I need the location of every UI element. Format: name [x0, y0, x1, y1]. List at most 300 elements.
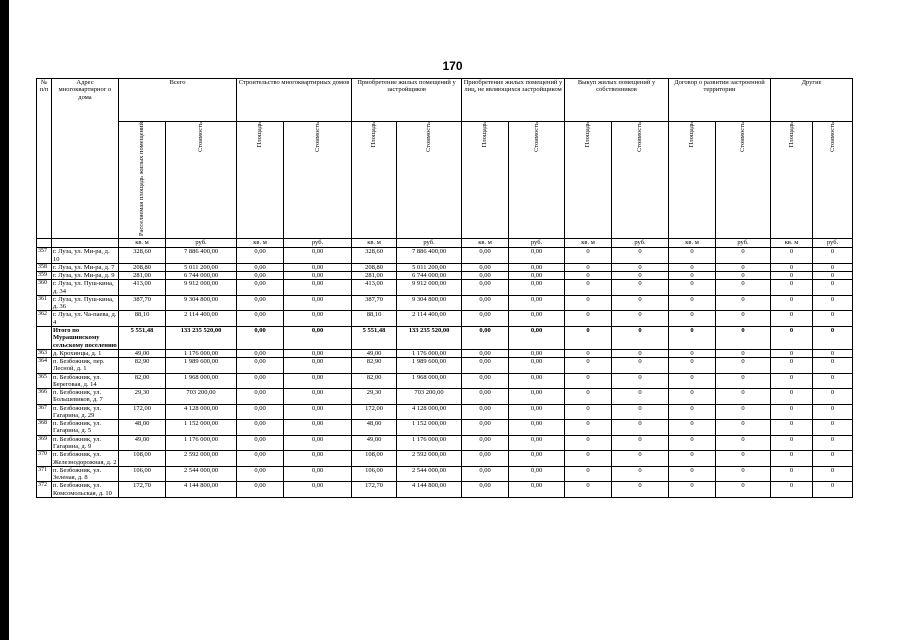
row-value: 0 — [771, 420, 813, 436]
row-value: 1 989 600,00 — [397, 358, 462, 374]
row-value: 0,00 — [237, 404, 284, 420]
row-value: 0 — [771, 389, 813, 405]
row-value: 4 128 000,00 — [166, 404, 237, 420]
row-value: 0 — [771, 272, 813, 280]
row-value: 0 — [669, 358, 716, 374]
row-value: 0 — [669, 404, 716, 420]
row-value: 0,00 — [462, 373, 509, 389]
row-value: 0 — [612, 482, 669, 498]
row-value: 0,00 — [462, 451, 509, 467]
subheader-cell: Стоимость — [166, 122, 237, 239]
unit-cell: кв. м — [352, 239, 397, 248]
row-value: 0,00 — [284, 466, 352, 482]
row-value: 0 — [716, 373, 771, 389]
row-address: п. Безбожник, ул. Гагарина, д. 5 — [52, 420, 119, 436]
row-value: 0 — [771, 248, 813, 264]
row-number: 359 — [37, 272, 52, 280]
row-value: 5 011 200,00 — [397, 263, 462, 271]
row-number: 358 — [37, 263, 52, 271]
row-value: 0 — [565, 435, 612, 451]
row-value: 0,00 — [462, 349, 509, 357]
row-address: г. Луза, ул. Ми-ра, д. 9 — [52, 272, 119, 280]
row-value: 281,00 — [119, 272, 166, 280]
subheader-cell: Площадь — [669, 122, 716, 239]
row-value: 108,00 — [119, 451, 166, 467]
row-value: 0,00 — [509, 295, 565, 311]
subheader-cell: Расселяемая площадь жилых помещений — [119, 122, 166, 239]
row-value: 0,00 — [509, 420, 565, 436]
table-row — [37, 295, 853, 311]
row-value: 0,00 — [237, 358, 284, 374]
row-value: 82,00 — [119, 373, 166, 389]
row-value: 0 — [612, 404, 669, 420]
row-value: 0,00 — [462, 263, 509, 271]
row-value: 4 144 800,00 — [166, 482, 237, 498]
row-value: 49,00 — [352, 435, 397, 451]
row-value: 2 592 000,00 — [166, 451, 237, 467]
row-value: 0 — [771, 373, 813, 389]
row-number: 368 — [37, 420, 52, 436]
row-value: 0,00 — [462, 272, 509, 280]
row-value: 0 — [565, 404, 612, 420]
table-row — [37, 451, 853, 467]
row-value: 0 — [612, 272, 669, 280]
row-value: 0,00 — [462, 435, 509, 451]
row-value: 0 — [565, 327, 612, 350]
unit-cell: руб. — [284, 239, 352, 248]
header-group-total: Всего — [119, 79, 237, 122]
row-value: 106,00 — [119, 466, 166, 482]
header-group-other: Другие — [771, 79, 853, 122]
row-value: 0,00 — [284, 435, 352, 451]
row-value: 0 — [669, 295, 716, 311]
row-value: 0,00 — [462, 404, 509, 420]
row-value: 0 — [669, 373, 716, 389]
row-number: 367 — [37, 404, 52, 420]
row-value: 328,60 — [119, 248, 166, 264]
table-row — [37, 389, 853, 405]
row-value: 0,00 — [509, 327, 565, 350]
row-value: 82,90 — [119, 358, 166, 374]
row-address: п. Безбожник, ул. Гагарина, д. 29 — [52, 404, 119, 420]
total-row — [37, 327, 853, 350]
row-address: Итого по Мурашинскому сельскому поселению — [53, 327, 117, 349]
row-value: 5 551,48 — [119, 327, 166, 350]
row-value: 0 — [813, 435, 853, 451]
row-value: 0 — [771, 358, 813, 374]
row-value: 1 176 000,00 — [166, 349, 237, 357]
row-value: 0,00 — [462, 327, 509, 350]
row-value: 0 — [612, 420, 669, 436]
subheader-cell: Площадь — [565, 122, 612, 239]
row-value: 172,00 — [352, 404, 397, 420]
row-value: 0 — [716, 451, 771, 467]
row-value: 208,80 — [352, 263, 397, 271]
row-value: 0,00 — [509, 404, 565, 420]
table-row — [37, 280, 853, 296]
row-value: 387,70 — [352, 295, 397, 311]
row-value: 0 — [771, 263, 813, 271]
row-value: 106,00 — [352, 466, 397, 482]
subheader-cell: Стоимость — [612, 122, 669, 239]
row-address: г. Луза, ул. Ми-ра, д. 7 — [52, 263, 119, 271]
row-value: 0,00 — [284, 358, 352, 374]
row-value: 48,00 — [352, 420, 397, 436]
row-value: 2 592 000,00 — [397, 451, 462, 467]
row-value: 0 — [716, 349, 771, 357]
subheader-cell: Площадь — [237, 122, 284, 239]
row-value: 0 — [565, 272, 612, 280]
row-value: 1 968 000,00 — [166, 373, 237, 389]
row-value: 29,30 — [119, 389, 166, 405]
row-value: 0,00 — [284, 248, 352, 264]
row-value: 0 — [565, 263, 612, 271]
table-row — [37, 311, 853, 327]
row-value: 1 176 000,00 — [166, 435, 237, 451]
row-value: 0 — [771, 482, 813, 498]
row-value: 48,00 — [119, 420, 166, 436]
row-value: 0,00 — [237, 295, 284, 311]
row-value: 133 235 520,00 — [397, 327, 462, 350]
resettlement-table — [36, 78, 853, 498]
row-value: 0 — [716, 482, 771, 498]
row-value: 328,60 — [352, 248, 397, 264]
table-row — [37, 482, 853, 498]
row-value: 0 — [612, 263, 669, 271]
header-group-development-contract: Договор о развитии застроенной территории — [669, 79, 771, 122]
row-value: 2 114 400,00 — [166, 311, 237, 327]
row-value: 0,00 — [237, 263, 284, 271]
unit-cell: руб. — [166, 239, 237, 248]
row-value: 0,00 — [284, 451, 352, 467]
row-value: 0 — [565, 451, 612, 467]
row-value: 0 — [612, 311, 669, 327]
row-value: 0 — [669, 466, 716, 482]
row-address: г. Луза, ул. Пуш-кина, д. 36 — [52, 295, 119, 311]
header-group-construction: Строительство многоквартирных домов — [237, 79, 352, 122]
row-value: 0 — [565, 248, 612, 264]
row-value: 0 — [565, 295, 612, 311]
row-value: 0 — [612, 435, 669, 451]
row-value: 0,00 — [462, 280, 509, 296]
row-value: 0 — [612, 389, 669, 405]
units-row — [37, 239, 853, 248]
row-number: 371 — [37, 466, 52, 482]
row-value: 0,00 — [237, 248, 284, 264]
row-value: 0,00 — [237, 466, 284, 482]
row-value: 0 — [771, 327, 813, 350]
row-value: 82,90 — [352, 358, 397, 374]
row-value: 0 — [771, 451, 813, 467]
row-value: 0 — [813, 466, 853, 482]
row-value: 5 551,48 — [352, 327, 397, 350]
row-address: п. Безбожник, пер. Лесной, д. 1 — [52, 358, 119, 374]
row-value: 0,00 — [237, 435, 284, 451]
row-value: 49,00 — [352, 349, 397, 357]
row-address: п. Безбожник, ул. Большевиков, д. 7 — [52, 389, 119, 405]
row-value: 4 144 800,00 — [397, 482, 462, 498]
table-row — [37, 248, 853, 264]
row-value: 0 — [716, 327, 771, 350]
row-value: 0,00 — [237, 482, 284, 498]
subheader-cell: Стоимость — [716, 122, 771, 239]
row-number: 357 — [37, 248, 52, 264]
row-value: 9 912 000,00 — [397, 280, 462, 296]
row-value: 4 128 000,00 — [397, 404, 462, 420]
row-value: 0 — [771, 295, 813, 311]
row-value: 0 — [612, 349, 669, 357]
row-value: 0 — [716, 311, 771, 327]
unit-cell: руб. — [813, 239, 853, 248]
row-value: 0 — [565, 466, 612, 482]
row-value: 0,00 — [237, 311, 284, 327]
row-value: 0 — [612, 451, 669, 467]
row-value: 0 — [716, 272, 771, 280]
row-value: 0 — [565, 280, 612, 296]
subheader-cell: Площадь — [352, 122, 397, 239]
row-value: 0 — [612, 327, 669, 350]
row-value: 2 544 000,00 — [166, 466, 237, 482]
row-value: 0,00 — [509, 263, 565, 271]
row-value: 0 — [669, 420, 716, 436]
row-value: 0 — [612, 373, 669, 389]
row-value: 0,00 — [237, 451, 284, 467]
table-row — [37, 263, 853, 271]
table-row — [37, 435, 853, 451]
row-value: 0,00 — [284, 420, 352, 436]
row-value: 281,00 — [352, 272, 397, 280]
row-value: 0 — [813, 280, 853, 296]
row-value: 0,00 — [509, 272, 565, 280]
row-value: 0,00 — [237, 349, 284, 357]
row-value: 703 200,00 — [166, 389, 237, 405]
table-row — [37, 358, 853, 374]
row-value: 0,00 — [284, 263, 352, 271]
row-value: 6 744 000,00 — [397, 272, 462, 280]
row-value: 172,70 — [119, 482, 166, 498]
row-number: 362 — [37, 311, 52, 327]
row-value: 0,00 — [284, 295, 352, 311]
row-value: 0 — [813, 358, 853, 374]
row-value: 0 — [565, 482, 612, 498]
row-value: 0,00 — [509, 248, 565, 264]
row-value: 0,00 — [509, 451, 565, 467]
row-number — [37, 327, 52, 350]
row-number: 365 — [37, 373, 52, 389]
row-number: 366 — [37, 389, 52, 405]
unit-cell: кв. м — [771, 239, 813, 248]
row-value: 0 — [771, 280, 813, 296]
row-value: 0,00 — [284, 280, 352, 296]
row-value: 29,30 — [352, 389, 397, 405]
row-value: 0,00 — [462, 311, 509, 327]
row-value: 0 — [716, 358, 771, 374]
header-group-purchase-others: Приобретение жилых помещений у лиц, не являющихся застройщиком — [462, 79, 565, 122]
unit-cell: кв. м — [565, 239, 612, 248]
row-value: 0,00 — [462, 482, 509, 498]
row-value: 5 011 200,00 — [166, 263, 237, 271]
unit-cell: руб. — [612, 239, 669, 248]
row-value: 703 200,00 — [397, 389, 462, 405]
row-value: 0 — [565, 373, 612, 389]
row-value: 49,00 — [119, 435, 166, 451]
row-value: 0,00 — [284, 311, 352, 327]
row-value: 0 — [669, 389, 716, 405]
row-value: 9 304 800,00 — [397, 295, 462, 311]
row-value: 2 544 000,00 — [397, 466, 462, 482]
row-value: 1 968 000,00 — [397, 373, 462, 389]
row-value: 413,00 — [352, 280, 397, 296]
row-value: 2 114 400,00 — [397, 311, 462, 327]
unit-cell: кв. м — [119, 239, 166, 248]
row-value: 0,00 — [462, 420, 509, 436]
row-value: 1 176 000,00 — [397, 349, 462, 357]
subheader-cell: Стоимость — [284, 122, 352, 239]
row-value: 0 — [716, 404, 771, 420]
row-value: 0 — [669, 311, 716, 327]
row-value: 1 152 000,00 — [166, 420, 237, 436]
row-value: 0 — [669, 280, 716, 296]
row-value: 88,10 — [352, 311, 397, 327]
unit-cell: кв. м — [462, 239, 509, 248]
row-value: 0,00 — [237, 373, 284, 389]
page-number: 170 — [442, 59, 463, 73]
row-value: 0,00 — [462, 295, 509, 311]
row-number: 372 — [37, 482, 52, 498]
row-value: 208,80 — [119, 263, 166, 271]
row-value: 9 912 000,00 — [166, 280, 237, 296]
table-body — [37, 248, 853, 498]
row-number: 360 — [37, 280, 52, 296]
row-value: 0 — [813, 389, 853, 405]
row-value: 0 — [565, 311, 612, 327]
row-value: 0 — [669, 451, 716, 467]
row-value: 0 — [612, 248, 669, 264]
header-subcolumn-row — [37, 122, 853, 239]
row-value: 0,00 — [237, 327, 284, 350]
row-value: 0 — [565, 349, 612, 357]
row-value: 0 — [813, 248, 853, 264]
row-value: 0 — [771, 435, 813, 451]
row-address: п. Безбожник, ул. Железнодорожная, д. 2 — [53, 451, 117, 466]
header-group-row — [37, 79, 853, 122]
row-value: 9 304 800,00 — [166, 295, 237, 311]
row-value: 0 — [716, 248, 771, 264]
subheader-cell: Площадь — [771, 122, 813, 239]
row-value: 0,00 — [237, 280, 284, 296]
row-value: 0 — [716, 295, 771, 311]
row-value: 0,00 — [462, 248, 509, 264]
row-value: 0 — [813, 404, 853, 420]
row-address: п. Безбожник, ул. Зеленая, д. 8 — [52, 466, 119, 482]
row-value: 0,00 — [237, 272, 284, 280]
header-no: № п/п — [37, 79, 52, 239]
row-value: 0 — [565, 358, 612, 374]
unit-cell-blank — [52, 239, 119, 248]
row-value: 0 — [813, 482, 853, 498]
row-value: 0,00 — [509, 435, 565, 451]
row-address: г. Луза, ул. Ми-ра, д. 10 — [52, 248, 119, 264]
row-value: 0 — [669, 327, 716, 350]
row-value: 0 — [813, 327, 853, 350]
row-value: 0 — [813, 311, 853, 327]
row-value: 0 — [716, 263, 771, 271]
row-value: 413,00 — [119, 280, 166, 296]
row-value: 1 152 000,00 — [397, 420, 462, 436]
row-value: 0 — [813, 272, 853, 280]
unit-cell: кв. м — [237, 239, 284, 248]
row-number: 363 — [37, 349, 52, 357]
row-value: 0 — [716, 420, 771, 436]
scan-edge-strip — [0, 0, 9, 640]
row-address: п. Безбожник, ул. Гагарина, д. 9 — [52, 435, 119, 451]
row-value: 0,00 — [462, 389, 509, 405]
row-value: 172,00 — [119, 404, 166, 420]
row-value: 0,00 — [509, 373, 565, 389]
row-value: 0,00 — [509, 358, 565, 374]
row-value: 0 — [612, 466, 669, 482]
unit-cell-blank — [37, 239, 52, 248]
header-group-buyout: Выкуп жилых помещений у собственников — [565, 79, 669, 122]
row-value: 0,00 — [509, 311, 565, 327]
row-value: 7 886 400,00 — [397, 248, 462, 264]
row-value: 0 — [612, 358, 669, 374]
row-value: 0 — [565, 389, 612, 405]
row-value: 1 176 000,00 — [397, 435, 462, 451]
row-number: 361 — [37, 295, 52, 311]
row-value: 0 — [813, 373, 853, 389]
row-value: 0 — [669, 435, 716, 451]
row-address: п. Безбожник, ул. Береговая, д. 14 — [52, 373, 119, 389]
row-value: 0 — [813, 263, 853, 271]
row-value: 0,00 — [284, 327, 352, 350]
table-row — [37, 349, 853, 357]
row-value: 0,00 — [284, 373, 352, 389]
row-address: г. Луза, ул. Пуш-кина, д. 34 — [52, 280, 119, 296]
row-value: 0,00 — [462, 466, 509, 482]
row-value: 0,00 — [509, 466, 565, 482]
unit-cell: руб. — [397, 239, 462, 248]
row-value: 0 — [612, 295, 669, 311]
subheader-cell: Площадь — [462, 122, 509, 239]
subheader-cell: Стоимость — [397, 122, 462, 239]
row-value: 82,00 — [352, 373, 397, 389]
row-value: 1 989 600,00 — [166, 358, 237, 374]
row-address: п. Безбожник, ул. Комсомольская, д. 10 — [52, 482, 119, 498]
row-value: 0 — [669, 272, 716, 280]
row-value: 0 — [669, 263, 716, 271]
row-value: 0 — [813, 451, 853, 467]
row-address: д. Крохинцы, д. 1 — [52, 349, 119, 357]
row-value: 0,00 — [462, 358, 509, 374]
row-value: 0 — [669, 482, 716, 498]
header-group-purchase-developers: Приобретение жилых помещений у застройщиков — [352, 79, 462, 122]
row-value: 0 — [669, 349, 716, 357]
row-address: г. Луза, ул. Ча-паева, д. 4 — [52, 311, 119, 327]
row-value: 88,10 — [119, 311, 166, 327]
row-value: 0 — [771, 466, 813, 482]
row-value: 0,00 — [509, 349, 565, 357]
row-value: 0 — [612, 280, 669, 296]
row-value: 0,00 — [509, 389, 565, 405]
table-row — [37, 404, 853, 420]
row-number: 364 — [37, 358, 52, 374]
row-value: 0 — [669, 248, 716, 264]
row-value: 0 — [813, 295, 853, 311]
row-number: 370 — [37, 451, 52, 467]
row-value: 0 — [813, 420, 853, 436]
table-row — [37, 420, 853, 436]
